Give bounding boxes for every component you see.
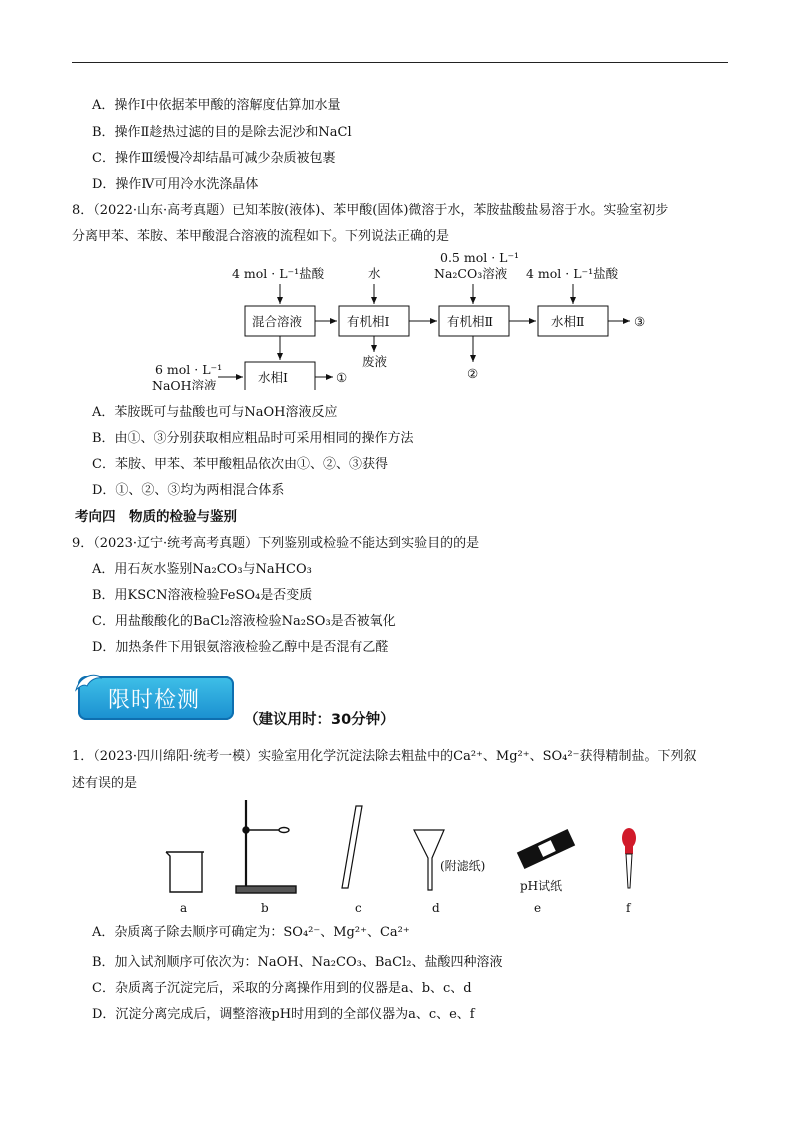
- q8-option-a: A．苯胺既可与盐酸也可与NaOH溶液反应: [92, 405, 338, 420]
- reagent-naoh: NaOH溶液: [152, 378, 217, 390]
- q8-stem-line2: 分离甲苯、苯胺、苯甲酸混合溶液的流程如下。下列说法正确的是: [72, 229, 450, 244]
- apparatus-label-c: c: [355, 901, 362, 915]
- box-organic-phase-2: 有机相Ⅱ: [447, 314, 493, 329]
- q9-stem: 9．（2023·辽宁·统考高考真题）下列鉴别或检验不能达到实验目的的是: [72, 536, 480, 551]
- q1-option-c: C．杂质离子沉淀完后，采取的分离操作用到的仪器是a、b、c、d: [92, 981, 472, 996]
- ph-paper-label: pH试纸: [520, 879, 563, 893]
- badge-label: 限时检测: [108, 688, 201, 713]
- apparatus-figure: [0, 795, 800, 915]
- filter-paper-note: (附滤纸): [440, 859, 486, 873]
- apparatus-label-b: b: [261, 901, 269, 915]
- apparatus-label-a: a: [180, 901, 188, 915]
- apparatus-label-f: f: [626, 901, 631, 915]
- q7-option-c: C．操作Ⅲ缓慢冷却结晶可减少杂质被包裹: [92, 151, 336, 166]
- box-mixed-solution: 混合溶液: [252, 314, 303, 329]
- beaker-icon: [166, 852, 204, 892]
- q8-option-d: D．①、②、③均为两相混合体系: [92, 483, 285, 498]
- apparatus-label-e: e: [534, 901, 542, 915]
- section-title: 考向四 物质的检验与鉴别: [75, 509, 237, 525]
- reagent-hcl-1: 4 mol · L⁻¹盐酸: [232, 266, 325, 281]
- glass-rod-icon: [342, 806, 362, 888]
- q1-option-a: A．杂质离子除去顺序可确定为：SO₄²⁻、Mg²⁺、Ca²⁺: [92, 925, 410, 940]
- q1-stem-line2: 述有误的是: [72, 776, 138, 791]
- q8-flowchart: [0, 240, 800, 390]
- dropper-icon: [622, 828, 636, 888]
- output-1: ①: [336, 370, 348, 385]
- box-organic-phase-1: 有机相Ⅰ: [347, 314, 390, 329]
- q7-option-a: A．操作Ⅰ中依据苯甲酸的溶解度估算加水量: [92, 98, 341, 113]
- q7-option-b: B．操作Ⅱ趁热过滤的目的是除去泥沙和NaCl: [92, 125, 352, 140]
- header-rule: [72, 62, 728, 63]
- q1-option-d: D．沉淀分离完成后，调整溶液pH时用到的全部仪器为a、c、e、f: [92, 1007, 475, 1022]
- ph-paper-icon: [517, 829, 575, 869]
- suggested-time: （建议用时：30分钟）: [244, 712, 395, 728]
- apparatus-label-d: d: [432, 901, 440, 915]
- reagent-na2co3-conc: 0.5 mol · L⁻¹: [440, 250, 520, 265]
- q9-option-c: C．用盐酸酸化的BaCl₂溶液检验Na₂SO₃是否被氧化: [92, 614, 396, 629]
- reagent-water: 水: [368, 266, 381, 281]
- q7-option-d: D．操作Ⅳ可用冷水洗涤晶体: [92, 177, 259, 192]
- q9-option-d: D．加热条件下用银氨溶液检验乙醇中是否混有乙醛: [92, 640, 389, 655]
- dolphin-icon: [72, 668, 106, 698]
- reagent-hcl-2: 4 mol · L⁻¹盐酸: [526, 266, 619, 281]
- q9-option-b: B．用KSCN溶液检验FeSO₄是否变质: [92, 588, 313, 603]
- iron-stand-icon: [236, 800, 296, 893]
- q8-option-b: B．由①、③分别获取相应粗品时可采用相同的操作方法: [92, 431, 414, 446]
- box-aqueous-phase-1: 水相Ⅰ: [258, 370, 288, 385]
- q8-stem-line1: 8．（2022·山东·高考真题）已知苯胺(液体)、苯甲酸(固体)微溶于水，苯胺盐酸盐易溶于水。实验室初步: [72, 203, 669, 218]
- q1-stem-line1: 1．（2023·四川绵阳·统考一模）实验室用化学沉淀法除去粗盐中的Ca²⁺、Mg²⁺、SO₄²⁻获得精制盐。下列叙: [72, 749, 697, 764]
- q8-option-c: C．苯胺、甲苯、苯甲酸粗品依次由①、②、③获得: [92, 457, 388, 472]
- reagent-na2co3: Na₂CO₃溶液: [434, 266, 508, 281]
- q9-option-a: A．用石灰水鉴别Na₂CO₃与NaHCO₃: [92, 562, 312, 577]
- box-aqueous-phase-2: 水相Ⅱ: [551, 314, 585, 329]
- output-2: ②: [467, 366, 479, 381]
- output-3: ③: [634, 314, 646, 329]
- waste-liquid: 废液: [362, 354, 388, 369]
- reagent-naoh-conc: 6 mol · L⁻¹: [155, 362, 223, 377]
- q1-option-b: B．加入试剂顺序可依次为：NaOH、Na₂CO₃、BaCl₂、盐酸四种溶液: [92, 955, 503, 970]
- timed-test-badge: [78, 676, 234, 720]
